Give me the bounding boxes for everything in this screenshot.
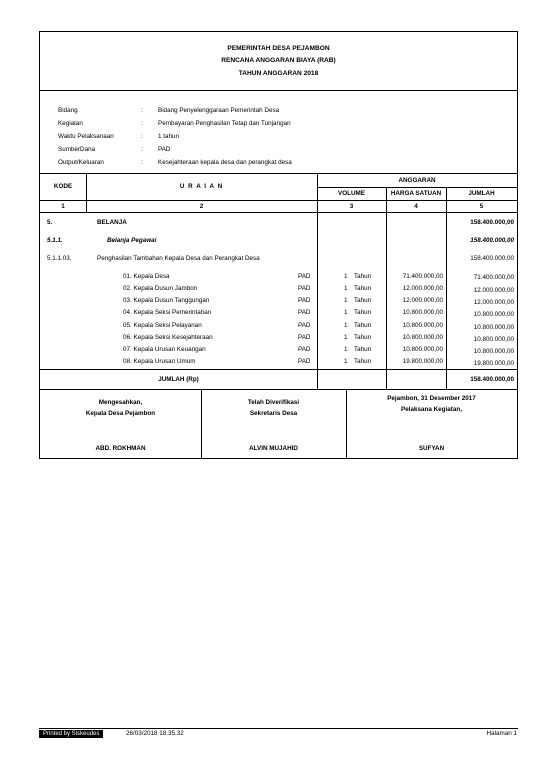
item-volume: 1 [344, 273, 348, 280]
info-separator: : [141, 120, 143, 127]
col-number-4: 4 [414, 203, 418, 210]
col-number-2: 2 [199, 203, 204, 210]
info-separator: : [141, 146, 143, 153]
mid-signature-role: Sekretaris Desa [249, 410, 298, 417]
table-border [317, 187, 517, 188]
header-kode: KODE [53, 183, 73, 190]
right-signature-role: Pelaksana Kegiatan, [401, 406, 462, 413]
item-label: 07. Kepala Urusan Keuangan [123, 346, 206, 353]
table-border [40, 389, 517, 390]
item-jumlah: 71.400.000,00 [473, 274, 514, 281]
item-satuan: Tahun [354, 346, 372, 353]
item-volume: 1 [344, 358, 348, 365]
mid-signature-name: ALVIN MUJAHID [249, 445, 298, 452]
total-label: JUMLAH (Rp) [158, 376, 199, 383]
row-uraian: Penghasilan Tambahan Kepala Desa dan Perangkat Desa [97, 255, 260, 262]
item-label: 05. Kepala Seksi Pelayanan [123, 322, 202, 329]
item-jumlah: 10.800.000,00 [473, 348, 514, 355]
info-row-bidang [58, 107, 498, 117]
item-harga: 19.800.000,00 [402, 358, 443, 365]
col-number-5: 5 [479, 203, 484, 210]
row-jumlah: 158.400.000,00 [470, 237, 514, 244]
row-kode: 5.1.1. [47, 237, 63, 244]
item-satuan: Tahun [354, 322, 372, 329]
item-dana: PAD [298, 285, 311, 292]
item-volume: 1 [344, 334, 348, 341]
item-satuan: Tahun [354, 297, 372, 304]
col-number-1: 1 [61, 203, 65, 210]
item-harga: 10.800.000,00 [402, 309, 443, 316]
header-volume: VOLUME [338, 190, 365, 197]
info-row-waktu [58, 133, 498, 143]
item-dana: PAD [298, 358, 311, 365]
item-label: 04. Kepala Seksi Pemerintahan [123, 309, 212, 316]
item-jumlah: 10.800.000,00 [473, 311, 514, 318]
rab-document [39, 31, 518, 459]
info-row-sumberdana [58, 146, 498, 156]
item-dana: PAD [298, 334, 311, 341]
item-dana: PAD [298, 273, 311, 280]
item-satuan: Tahun [354, 358, 372, 365]
header-line-1: PEMERINTAH DESA PEJAMBON [227, 45, 330, 52]
info-label: SumberDana [58, 146, 96, 153]
item-satuan: Tahun [354, 273, 372, 280]
header-line-2: RENCANA ANGGARAN BIAYA (RAB) [221, 57, 336, 64]
info-label: Output/Keluaran [58, 159, 104, 166]
item-label: 03. Kepala Dusun Tanggungan [123, 297, 210, 304]
item-label: 01. Kepala Desa [123, 273, 170, 280]
item-volume: 1 [344, 285, 348, 292]
item-label: 06. Kepala Seksi Kesejahteraan [123, 334, 213, 341]
right-signature-name: SUFYAN [418, 445, 445, 452]
header-anggaran: ANGGARAN [398, 177, 436, 184]
left-signature-role: Kepala Desa Pejambon [85, 410, 156, 417]
header-harga: HARGA SATUAN [390, 190, 442, 197]
header-jumlah: JUMLAH [468, 190, 495, 197]
col-number-3: 3 [349, 203, 354, 210]
info-section [40, 90, 517, 174]
total-value: 158.400.000,00 [470, 376, 514, 383]
printed-by-badge: Printed by Siskeudes [39, 730, 103, 738]
item-harga: 71.400.000,00 [402, 273, 443, 280]
info-separator: : [141, 133, 143, 140]
item-dana: PAD [298, 322, 311, 329]
item-jumlah: 12.000.000,00 [473, 299, 514, 306]
header-line-3: TAHUN ANGGARAN 2018 [238, 70, 319, 77]
row-kode: 5.1.1.03. [47, 255, 72, 262]
info-value: Bidang Penyelenggaraan Pemerintah Desa [158, 107, 280, 114]
item-volume: 1 [344, 309, 348, 316]
row-kode: 5. [47, 219, 53, 226]
item-jumlah: 19.800.000,00 [473, 360, 514, 367]
item-harga: 10.800.000,00 [402, 322, 443, 329]
info-label: Waktu Pelaksanaan [58, 133, 114, 140]
item-jumlah: 10.800.000,00 [473, 324, 514, 331]
item-volume: 1 [344, 322, 348, 329]
left-signature-title: Mengesahkan, [98, 399, 143, 406]
info-separator: : [141, 159, 143, 166]
item-label: 08. Kepala Urusan Umum [123, 358, 196, 365]
item-harga: 10.800.000,00 [402, 346, 443, 353]
info-label: Kegiatan [58, 120, 83, 127]
info-row-output [58, 159, 498, 169]
info-value: Pembayaran Penghasilan Tetap dan Tunjangan [158, 120, 291, 127]
info-label: Bidang [58, 107, 78, 114]
item-satuan: Tahun [354, 285, 372, 292]
info-value: Kesejahteraan kepala desa dan perangkat desa [158, 159, 292, 166]
info-value: PAD [158, 146, 171, 153]
footer-rule [39, 728, 518, 729]
row-uraian: Belanja Pegawai [107, 237, 157, 244]
item-harga: 12.000.000,00 [402, 297, 443, 304]
header-uraian: U R A I A N [179, 183, 224, 190]
item-jumlah: 12.000.000,00 [473, 287, 514, 294]
document-header [40, 32, 517, 91]
item-volume: 1 [344, 346, 348, 353]
info-value: 1 tahun [158, 133, 180, 140]
item-volume: 1 [344, 297, 348, 304]
mid-signature-title: Telah Diverifikasi [247, 399, 300, 406]
item-satuan: Tahun [354, 334, 372, 341]
item-harga: 12.000.000,00 [402, 285, 443, 292]
left-signature-name: ABD. ROKHMAN [95, 445, 146, 452]
item-jumlah: 10.800.000,00 [473, 336, 514, 343]
item-dana: PAD [298, 309, 311, 316]
info-separator: : [141, 107, 143, 114]
print-timestamp: 26/03/2018 18.35.32 [126, 730, 184, 737]
row-jumlah: 158.400.000,00 [470, 219, 514, 226]
info-row-kegiatan [58, 120, 498, 130]
item-dana: PAD [298, 346, 311, 353]
row-jumlah: 158.400.000,00 [470, 255, 514, 262]
item-harga: 10.800.000,00 [402, 334, 443, 341]
item-label: 02. Kepala Dusun Jambon [123, 285, 198, 292]
item-satuan: Tahun [354, 309, 372, 316]
item-dana: PAD [298, 297, 311, 304]
page-number: Halaman 1 [486, 730, 517, 737]
row-uraian: BELANJA [97, 219, 127, 226]
table-border [40, 173, 517, 174]
right-signature-date: Pejambon, 31 Desember 2017 [387, 395, 476, 402]
